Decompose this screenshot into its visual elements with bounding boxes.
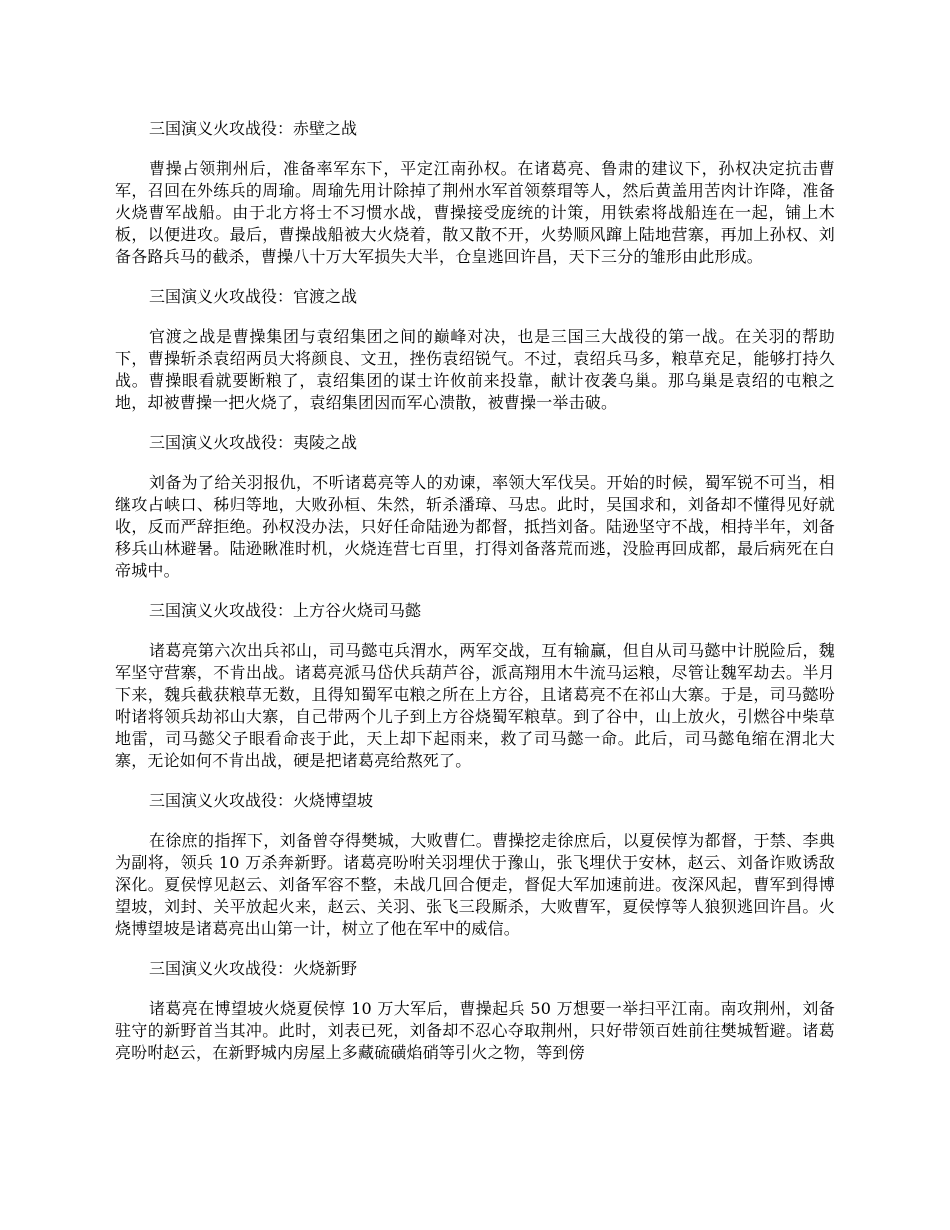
section-shangfanggu	[115, 600, 835, 772]
section-body: 官渡之战是曹操集团与袁绍集团之间的巅峰对决，也是三国三大战役的第一战。在关羽的帮助下，曹操斩杀袁绍两员大将颜良、文丑，挫伤袁绍锐气。不过，袁绍兵马多，粮草充足，能够打持久战。曹操眼看就要断粮了，袁绍集团的谋士许攸前来投靠，献计夜袭乌巢。那乌巢是袁绍的屯粮之地，却被曹操一把火烧了，袁绍集团因而军心溃散，被曹操一举击破。	[115, 327, 835, 412]
section-heading: 三国演义火攻战役：火烧博望坡	[149, 791, 374, 810]
section-heading: 三国演义火攻战役：夷陵之战	[149, 433, 358, 452]
section-bowangpo	[115, 790, 835, 940]
section-body: 在徐庶的指挥下，刘备曾夺得樊城，大败曹仁。曹操挖走徐庶后，以夏侯惇为都督，于禁、李典为副将，领兵 10 万杀奔新野。诸葛亮吩咐关羽埋伏于豫山，张飞埋伏于安林，赵云、刘备诈败诱敌深化。夏侯惇见赵云、刘备军容不整，未战几回合便走，督促大军加速前进。夜深风起，曹军到得博望坡，刘封、关平放起火来，赵云、关羽、张飞三段厮杀，大败曹军，夏侯惇等人狼狈逃回许昌。火烧博望坡是诸葛亮出山第一计，树立了他在军中的威信。	[115, 831, 835, 938]
section-body: 刘备为了给关羽报仇，不听诸葛亮等人的劝谏，率领大军伐吴。开始的时候，蜀军锐不可当，相继攻占峡口、秭归等地，大败孙桓、朱然，斩杀潘璋、马忠。此时，吴国求和，刘备却不懂得见好就收，反而严辞拒绝。孙权没办法，只好任命陆逊为都督，抵挡刘备。陆逊坚守不战，相持半年，刘备移兵山林避暑。陆逊瞅准时机，火烧连营七百里，打得刘备落荒而逃，没脸再回成都，最后病死在白帝城中。	[115, 473, 835, 580]
section-body: 曹操占领荆州后，准备率军东下，平定江南孙权。在诸葛亮、鲁肃的建议下，孙权决定抗击曹军，召回在外练兵的周瑜。周瑜先用计除掉了荆州水军首领蔡瑁等人，然后黄盖用苦肉计诈降，准备火烧曹军战船。由于北方将士不习惯水战，曹操接受庞统的计策，用铁索将战船连在一起，铺上木板，以便进攻。最后，曹操战船被大火烧着，散又散不开，火势顺风蹿上陆地营寨，再加上孙权、刘备各路兵马的截杀，曹操八十万大军损失大半，仓皇逃回许昌，天下三分的雏形由此形成。	[115, 159, 835, 266]
section-body: 诸葛亮第六次出兵祁山，司马懿屯兵渭水，两军交战，互有输赢，但自从司马懿中计脱险后，魏军坚守营寨，不肯出战。诸葛亮派马岱伏兵葫芦谷，派高翔用木牛流马运粮，尽管让魏军劫去。半月下来，魏兵截获粮草无数，且得知蜀军屯粮之所在上方谷，且诸葛亮不在祁山大寨。于是，司马懿吩咐诸将领兵劫祁山大寨，自己带两个儿子到上方谷烧蜀军粮草。到了谷中，山上放火，引燃谷中柴草地雷，司马懿父子眼看命丧于此，天上却下起雨来，救了司马懿一命。此后，司马懿龟缩在渭北大寨，无论如何不肯出战，硬是把诸葛亮给熬死了。	[115, 641, 835, 770]
section-yiling	[115, 432, 835, 582]
document-page	[115, 118, 835, 1082]
section-body: 诸葛亮在博望坡火烧夏侯惇 10 万大军后，曹操起兵 50 万想要一举扫平江南。南攻荆州，刘备驻守的新野首当其冲。此时，刘表已死，刘备却不忍心夺取荆州，只好带领百姓前往樊城暂避。诸葛亮吩咐赵云，在新野城内房屋上多藏硫磺焰硝等引火之物，等到傍	[115, 999, 835, 1062]
section-chibi	[115, 118, 835, 268]
section-guandu	[115, 286, 835, 414]
section-xinye	[115, 958, 835, 1064]
section-heading: 三国演义火攻战役：火烧新野	[149, 959, 358, 978]
section-heading: 三国演义火攻战役：上方谷火烧司马懿	[149, 601, 422, 620]
section-heading: 三国演义火攻战役：官渡之战	[149, 287, 358, 306]
section-heading: 三国演义火攻战役：赤壁之战	[149, 119, 358, 138]
